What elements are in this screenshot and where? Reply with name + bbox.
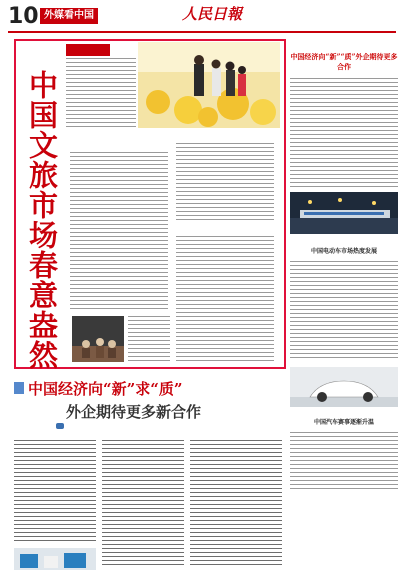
right-headline-1: 中国经济向“新”“质”外企期待更多合作 <box>290 52 398 71</box>
right-column <box>290 36 398 492</box>
byline-icon <box>56 423 64 429</box>
feature-title: 中国文旅市场春意盎然 <box>25 70 59 370</box>
intro-text-block <box>66 58 136 128</box>
lower-photo <box>14 548 96 570</box>
lower-title-2: 外企期待更多新合作 <box>66 403 202 421</box>
feature-col-1 <box>70 152 168 312</box>
right-col-text-3 <box>290 432 398 492</box>
right-headline-3: 中国汽车赛事逐渐升温 <box>313 419 374 426</box>
feature-col-2 <box>176 143 274 223</box>
right-photo-train <box>290 192 398 234</box>
lower-tag-icon <box>14 382 24 394</box>
right-col-text-2 <box>290 261 398 361</box>
right-col-text-1 <box>290 78 398 188</box>
lower-col-3 <box>190 440 282 568</box>
feature-photo <box>138 42 280 128</box>
right-headline-2: 中国电动车市场热度发展 <box>310 248 377 255</box>
header-rule <box>8 31 396 33</box>
feature-small-photo <box>72 316 124 362</box>
feature-col-3 <box>176 236 274 362</box>
feature-badge <box>66 44 110 56</box>
section-title: 外媒看中国 <box>40 8 98 24</box>
page-number: 10 <box>8 4 39 29</box>
lower-col-2 <box>102 440 184 568</box>
feature-photo-side-text <box>128 316 170 362</box>
right-photo-car <box>290 367 398 407</box>
lower-col-1 <box>14 440 96 544</box>
masthead: 人民日報 <box>182 5 243 23</box>
lower-title-1: 中国经济向“新”求“质” <box>28 380 183 398</box>
